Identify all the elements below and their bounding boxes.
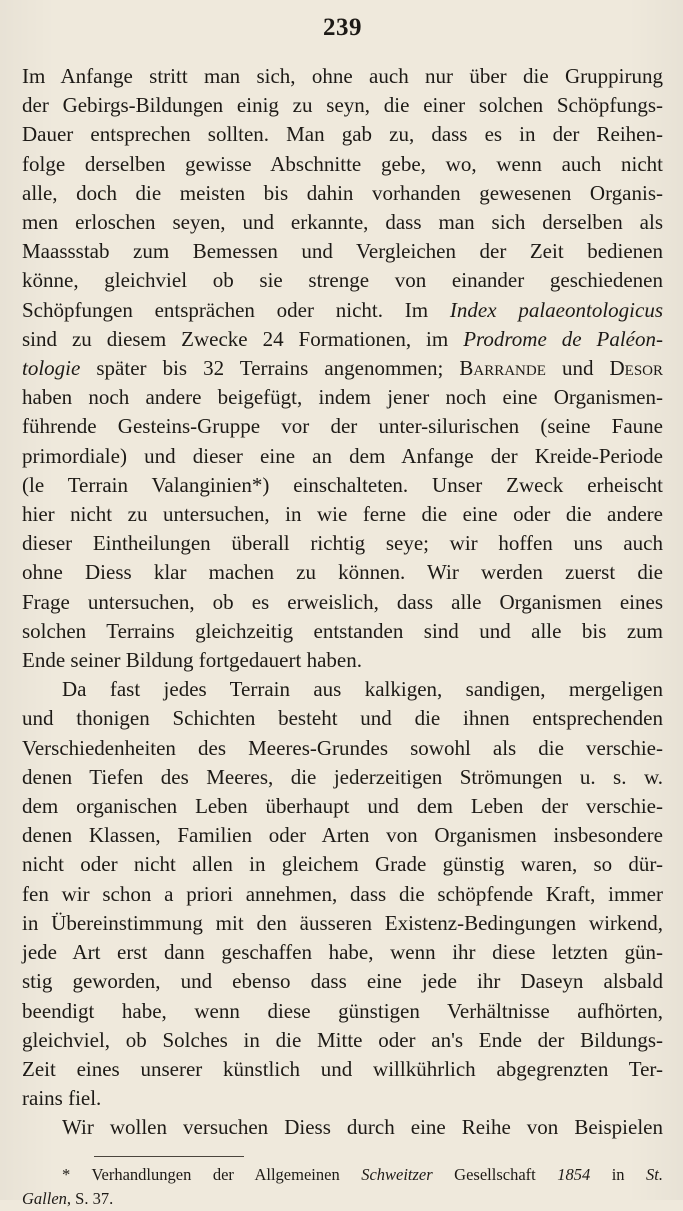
footnote-italic: Gallen xyxy=(22,1188,67,1208)
text-line xyxy=(22,325,663,354)
text-line: Frage untersuchen, ob es erweislich, dass alle Organismen eines xyxy=(22,589,663,614)
prodrome-title-italic-cont: tologie xyxy=(22,356,81,381)
text-run: Schöpfungen entsprächen oder nicht. Im xyxy=(22,297,450,322)
text-line: nicht oder nicht allen in gleichem Grade günstig waren, so dür- xyxy=(22,852,663,877)
text-run: in xyxy=(590,1164,647,1184)
text-line: men erloschen seyen, und erkannte, dass man sich derselben als xyxy=(22,210,663,235)
footnote xyxy=(22,1163,663,1211)
text-run: Gesellschaft xyxy=(432,1164,558,1184)
footnote-marker: * xyxy=(62,1164,92,1184)
text-line: Dauer entsprechen sollten. Man gab zu, dass es in der Reihen- xyxy=(22,122,663,147)
paragraph-2 xyxy=(22,675,663,1113)
text-line: solchen Terrains gleichzeitig entstanden sind und alle bis zum xyxy=(22,618,663,643)
text-line: folge derselben gewisse Abschnitte gebe, wo, wenn auch nicht xyxy=(22,151,663,176)
text-line: rains fiel. xyxy=(22,1086,102,1111)
text-line: Verschiedenheiten des Meeres-Grundes sowohl als die verschie- xyxy=(22,735,663,760)
text-line: Maassstab zum Bemessen und Vergleichen der Zeit bedienen xyxy=(22,239,663,264)
paragraph-3 xyxy=(22,1113,663,1142)
author-name-barrande: Barrande xyxy=(459,356,546,381)
footnote-italic: St. xyxy=(646,1164,663,1184)
text-line: alle, doch die meisten bis dahin vorhanden gewesenen Organis- xyxy=(22,180,663,205)
text-line: stig geworden, und ebenso dass eine jede ihr Daseyn alsbald xyxy=(22,969,663,994)
text-line: und thonigen Schichten besteht und die ihnen entsprechenden xyxy=(22,706,663,731)
text-line: dem organischen Leben überhaupt und dem Leben der verschie- xyxy=(22,794,663,819)
page-number: 239 xyxy=(323,14,362,41)
text-line: primordiale) und dieser eine an dem Anfange der Kreide-Periode xyxy=(22,443,663,468)
author-name-desor: Desor xyxy=(609,356,664,381)
text-line: könne, gleichviel ob sie strenge von einander geschiedenen xyxy=(22,268,663,293)
text-line: Im Anfange stritt man sich, ohne auch nur über die Gruppirung xyxy=(22,64,663,88)
text-line: beendigt habe, wenn diese günstigen Verhältnisse aufhörten, xyxy=(22,998,663,1023)
footnote-year: 1854 xyxy=(557,1164,591,1184)
text-run: , S. 37. xyxy=(66,1188,114,1208)
prodrome-title-italic: Prodrome de Paléon- xyxy=(463,326,663,351)
text-run: später bis 32 Terrains angenommen; xyxy=(80,356,460,381)
footnote-divider xyxy=(94,1156,244,1157)
text-line: dieser Eintheilungen überall richtig seye; wir hoffen uns auch xyxy=(22,531,663,556)
footnote-line xyxy=(22,1163,663,1187)
text-line: hier nicht zu untersuchen, in wie ferne die eine oder die andere xyxy=(22,502,663,527)
paragraph-1 xyxy=(22,62,663,675)
text-line: Da fast jedes Terrain aus kalkigen, sandigen, mergeligen xyxy=(62,677,663,702)
text-line: denen Tiefen des Meeres, die jederzeitigen Strömungen u. s. w. xyxy=(22,764,663,789)
text-line: Ende seiner Bildung fortgedauert haben. xyxy=(22,648,362,673)
text-line: haben noch andere beigefügt, indem jener noch eine Organismen- xyxy=(22,385,663,410)
text-line: in Übereinstimmung mit den äusseren Existenz-Bedingungen wirkend, xyxy=(22,910,663,935)
text-line: (le Terrain Valanginien*) einschalteten. Unser Zweck erheischt xyxy=(22,472,663,497)
text-line: Zeit eines unserer künstlich und willkührlich abgegrenzten Ter- xyxy=(22,1056,663,1081)
text-line: Wir wollen versuchen Diess durch eine Reihe von Beispielen xyxy=(62,1115,663,1140)
text-line: ohne Diess klar machen zu können. Wir werden zuerst die xyxy=(22,560,663,585)
text-line xyxy=(22,354,663,383)
footnote-line xyxy=(22,1187,663,1211)
text-line: führende Gesteins-Gruppe vor der unter-silurischen (seine Faune xyxy=(22,414,663,439)
index-title-italic: Index palaeontologicus xyxy=(449,297,663,322)
text-line: fen wir schon a priori annehmen, dass die schöpfende Kraft, immer xyxy=(22,881,663,906)
text-line: der Gebirgs-Bildungen einig zu seyn, die einer solchen Schöpfungs- xyxy=(22,93,663,118)
footnote-italic: Schweitzer xyxy=(361,1164,433,1184)
text-run: sind zu diesem Zwecke 24 Formationen, im xyxy=(22,326,464,351)
text-line: gleichviel, ob Solches in die Mitte oder an's Ende der Bildungs- xyxy=(22,1027,663,1052)
text-run: und xyxy=(545,356,610,381)
text-run: Verhandlungen der Allgemeinen xyxy=(91,1164,362,1184)
text-line: denen Klassen, Familien oder Arten von Organismen insbesondere xyxy=(22,823,663,848)
text-line: jede Art erst dann geschaffen habe, wenn ihr diese letzten gün- xyxy=(22,940,663,965)
text-line xyxy=(22,296,663,325)
